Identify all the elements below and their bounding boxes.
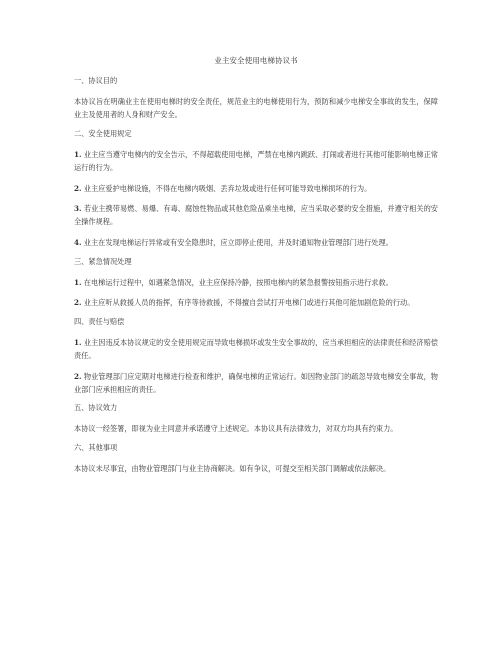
section-heading: 六、其他事项: [74, 442, 118, 452]
paragraph: [74, 276, 438, 289]
paragraph-text: 若业主携带易燃、易爆、有毒、腐蚀性物品或其他危险品乘坐电梯，应当采取必要的安全措施，并遵守相关的安全操作规程。: [74, 204, 438, 227]
paragraph-text: 在电梯运行过程中，如遇紧急情况，业主应保持冷静，按照电梯内的紧急报警按钮指示进行求救。: [81, 277, 393, 287]
paragraph: [74, 182, 438, 195]
section-heading: 四、责任与赔偿: [74, 316, 125, 326]
paragraph: [74, 422, 438, 435]
clause-number: 1.: [74, 277, 82, 287]
clause-number: 2.: [74, 183, 82, 193]
paragraph-text: 物业管理部门应定期对电梯进行检查和维护，确保电梯的正常运行。如因物业部门的疏忽导致电梯安全事故，物业部门应承担相应的责任。: [74, 371, 438, 394]
paragraph: [74, 296, 438, 309]
paragraph: [74, 148, 438, 174]
paragraph: [74, 462, 438, 475]
paragraph-text: 本协议一经签署，即视为业主同意并承诺遵守上述规定。本协议具有法律效力，对双方均具有约束力。: [74, 424, 398, 434]
paragraph: [74, 370, 438, 396]
paragraph-text: 业主在发现电梯运行异常或有安全隐患时，应立即停止使用，并及时通知物业管理部门进行处理。: [81, 237, 393, 247]
paragraph: [74, 236, 438, 249]
clause-number: 2.: [74, 371, 82, 381]
paragraph: [74, 202, 438, 228]
paragraph-text: 业主应爱护电梯设施，不得在电梯内吸烟、丢弃垃圾或进行任何可能导致电梯损坏的行为。: [81, 183, 372, 193]
section-heading: 二、安全使用规定: [74, 128, 132, 138]
section-heading: 三、紧急情况处理: [74, 256, 132, 266]
document-title: 业主安全使用电梯协议书: [214, 56, 298, 65]
paragraph-text: 业主应当遵守电梯内的安全告示，不得超载使用电梯，严禁在电梯内跳跃、打闹或者进行其他可能影响电梯正常运行的行为。: [74, 149, 438, 172]
paragraph-text: 本协议旨在明确业主在使用电梯时的安全责任，规范业主的电梯使用行为，预防和减少电梯安全事故的发生，保障业主及使用者的人身和财产安全。: [74, 97, 438, 120]
clause-number: 3.: [74, 204, 82, 214]
document-body: [74, 76, 438, 475]
paragraph-text: 业主因违反本协议规定的安全使用规定而导致电梯损坏或发生安全事故的，应当承担相应的法律责任和经济赔偿责任。: [74, 337, 438, 360]
section-heading: 一、协议目的: [74, 76, 118, 85]
clause-number: 1.: [74, 337, 82, 347]
paragraph: [74, 95, 438, 121]
section-heading: 五、协议效力: [74, 403, 118, 413]
paragraph-text: 本协议未尽事宜，由物业管理部门与业主协商解决。如有争议，可提交至相关部门调解或依法解决。: [74, 463, 391, 473]
clause-number: 4.: [74, 237, 82, 247]
clause-number: 2.: [74, 298, 82, 308]
paragraph-text: 业主应听从救援人员的指挥，有序等待救援，不得擅自尝试打开电梯门或进行其他可能加剧危险的行动。: [81, 298, 415, 308]
paragraph: [74, 336, 438, 362]
clause-number: 1.: [74, 149, 82, 159]
